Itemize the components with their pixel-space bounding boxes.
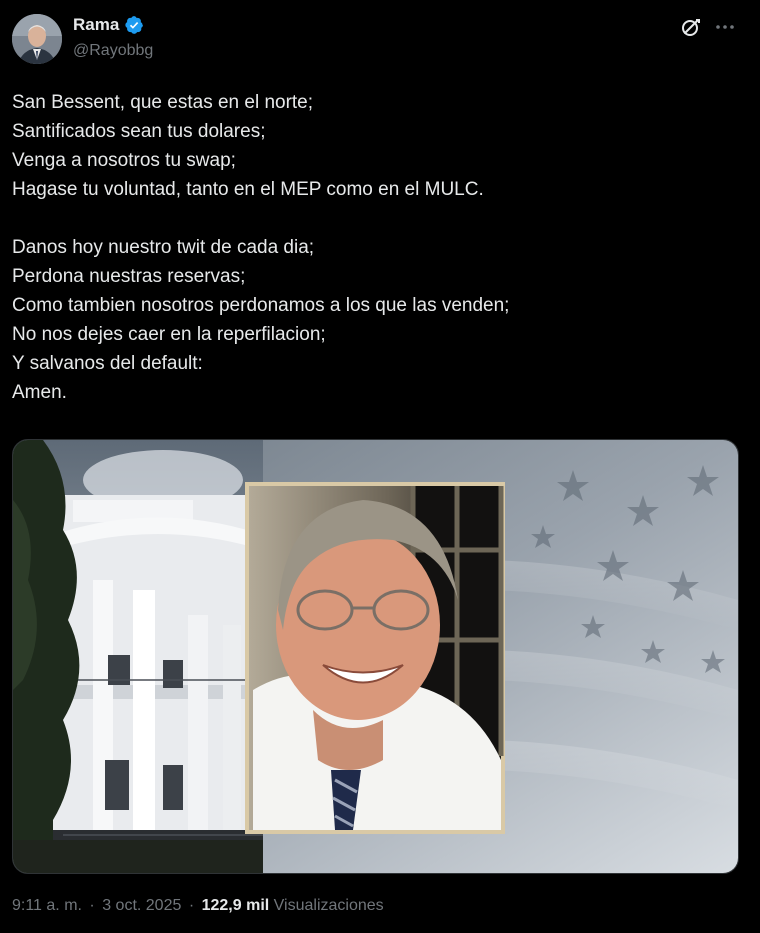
verified-badge-icon <box>124 15 144 35</box>
tweet-line: Danos hoy nuestro twit de cada dia; <box>12 237 315 258</box>
tweet-line: Venga a nosotros tu swap; <box>12 150 236 171</box>
tweet-line: Hagase tu voluntad, tanto en el MEP como en el MULC. <box>12 179 484 200</box>
author-handle[interactable]: @Rayobbg <box>73 42 154 59</box>
tweet-line: Santificados sean tus dolares; <box>12 121 266 142</box>
meta-separator: · <box>89 897 95 914</box>
tweet-media[interactable] <box>12 439 739 874</box>
tweet-text <box>12 88 742 407</box>
tweet-time[interactable]: 9:11 a. m. <box>12 897 82 914</box>
meta-separator: · <box>188 897 195 914</box>
tweet-blank-line <box>12 204 742 233</box>
white-house-photo <box>13 440 263 873</box>
portrait-photo <box>245 482 505 834</box>
author-avatar[interactable] <box>12 14 62 64</box>
avatar-image <box>12 14 62 64</box>
grok-icon[interactable] <box>679 15 703 39</box>
tweet-line: Y salvanos del default: <box>12 353 203 374</box>
media-image <box>13 440 738 873</box>
tweet-line: Perdona nuestras reservas; <box>12 266 246 287</box>
more-options-icon[interactable] <box>713 15 737 39</box>
views-count[interactable]: 122,9 mil <box>201 897 270 914</box>
author-display-name[interactable]: Rama <box>73 15 120 34</box>
views-label[interactable]: Visualizaciones <box>273 897 384 914</box>
tweet-line: Amen. <box>12 382 67 403</box>
tweet-meta <box>12 897 384 915</box>
tweet-line: No nos dejes caer en la reperfilacion; <box>12 324 326 345</box>
author-name-row[interactable] <box>73 15 144 35</box>
tweet-line: Como tambien nosotros perdonamos a los que las venden; <box>12 295 510 316</box>
tweet-line: San Bessent, que estas en el norte; <box>12 92 314 113</box>
tweet-date[interactable]: 3 oct. 2025 <box>102 897 182 914</box>
